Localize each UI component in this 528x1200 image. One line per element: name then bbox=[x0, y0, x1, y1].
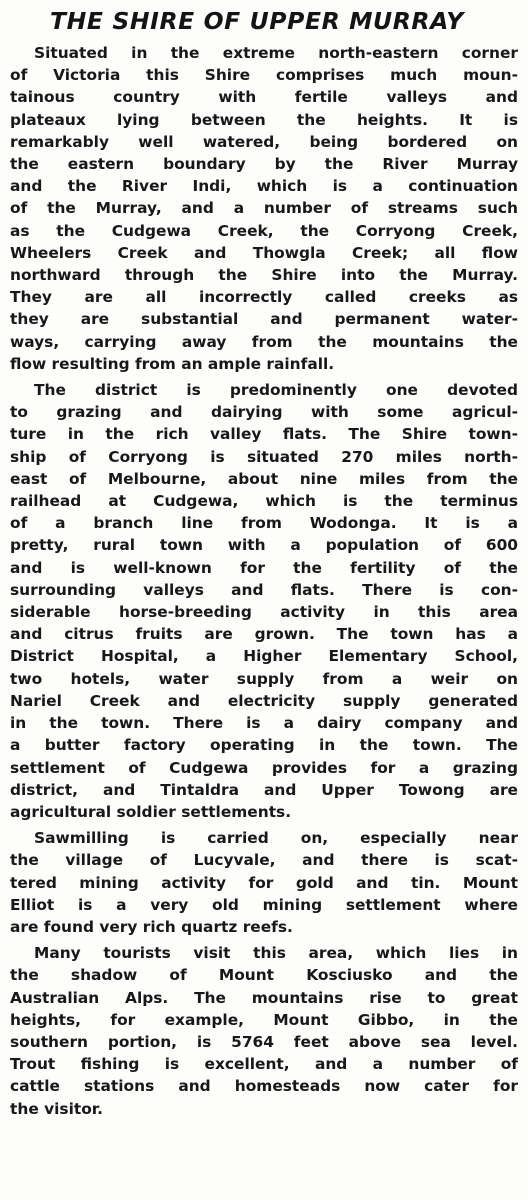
paragraph-line: northward through the Shire into the Murray. bbox=[10, 266, 518, 285]
paragraph-line: They are all incorrectly called creeks as bbox=[10, 288, 518, 307]
paragraph-line: Australian Alps. The mountains rise to great bbox=[10, 988, 518, 1007]
paragraph-line: of the Murray, and a number of streams such bbox=[10, 199, 518, 218]
paragraph-line: and citrus fruits are grown. The town has a bbox=[10, 625, 518, 644]
paragraph-line: and is well-known for the fertility of the bbox=[10, 558, 518, 577]
paragraph-line: plateaux lying between the heights. It is bbox=[10, 110, 518, 129]
paragraph-line: settlement of Cudgewa provides for a grazing bbox=[10, 758, 518, 777]
paragraph-line: ship of Corryong is situated 270 miles north- bbox=[10, 447, 518, 466]
paragraph-line: remarkably well watered, being bordered on bbox=[10, 132, 518, 151]
paragraph-line: in the town. There is a dairy company and bbox=[10, 714, 518, 733]
article-paragraph bbox=[10, 827, 518, 938]
paragraph-line: ways, carrying away from the mountains the bbox=[10, 332, 518, 351]
paragraph-line: the shadow of Mount Kosciusko and the bbox=[10, 966, 518, 985]
paragraph-line: as the Cudgewa Creek, the Corryong Creek, bbox=[10, 221, 518, 240]
paragraph-line: tainous country with fertile valleys and bbox=[10, 88, 518, 107]
paragraph-line: heights, for example, Mount Gibbo, in the bbox=[10, 1010, 518, 1029]
paragraph-line: ture in the rich valley flats. The Shire town- bbox=[10, 425, 518, 444]
paragraph-line: The district is predominently one devoted bbox=[34, 381, 518, 400]
paragraph-line: two hotels, water supply from a weir on bbox=[10, 669, 518, 688]
paragraph-line: Wheelers Creek and Thowgla Creek; all flow bbox=[10, 243, 518, 262]
paragraph-line: surrounding valleys and flats. There is con- bbox=[10, 580, 518, 599]
paragraph-line: district, and Tintaldra and Upper Towong are bbox=[10, 780, 518, 799]
article-paragraph bbox=[10, 379, 518, 823]
paragraph-line: tered mining activity for gold and tin. Mount bbox=[10, 873, 518, 892]
paragraph-line: the visitor. bbox=[10, 1099, 104, 1118]
paragraph-line: the village of Lucyvale, and there is scat- bbox=[10, 851, 518, 870]
paragraph-line: southern portion, is 5764 feet above sea level. bbox=[10, 1032, 518, 1051]
paragraph-line: pretty, rural town with a population of 600 bbox=[10, 536, 518, 555]
article-title: THE SHIRE OF UPPER MURRAY bbox=[50, 7, 464, 35]
paragraph-line: and the River Indi, which is a continuation bbox=[10, 177, 518, 196]
paragraph-line: a butter factory operating in the town. The bbox=[10, 736, 518, 755]
article-paragraph bbox=[10, 942, 518, 1120]
paragraph-line: to grazing and dairying with some agricul- bbox=[10, 403, 518, 422]
paragraph-line: cattle stations and homesteads now cater for bbox=[10, 1077, 518, 1096]
paragraph-line: District Hospital, a Higher Elementary School, bbox=[10, 647, 518, 666]
paragraph-line: Trout fishing is excellent, and a number of bbox=[10, 1055, 518, 1074]
paragraph-line: are found very rich quartz reefs. bbox=[10, 917, 293, 936]
article-body bbox=[10, 42, 518, 1120]
paragraph-line: Situated in the extreme north-eastern corner bbox=[34, 44, 518, 62]
paragraph-line: Many tourists visit this area, which lies in bbox=[34, 944, 518, 963]
paragraph-line: Elliot is a very old mining settlement where bbox=[10, 895, 518, 914]
paragraph-line: railhead at Cudgewa, which is the terminus bbox=[10, 492, 518, 511]
article-paragraph bbox=[10, 42, 518, 375]
paragraph-line: of Victoria this Shire comprises much moun- bbox=[10, 66, 518, 85]
paragraph-line: agricultural soldier settlements. bbox=[10, 802, 292, 821]
paragraph-line: Nariel Creek and electricity supply generated bbox=[10, 691, 518, 710]
paragraph-line: of a branch line from Wodonga. It is a bbox=[10, 514, 518, 533]
paragraph-line: flow resulting from an ample rainfall. bbox=[10, 354, 335, 373]
paragraph-line: siderable horse-breeding activity in this area bbox=[10, 603, 518, 622]
paragraph-line: they are substantial and permanent water- bbox=[10, 310, 518, 329]
paragraph-line: the eastern boundary by the River Murray bbox=[10, 155, 518, 174]
paragraph-line: Sawmilling is carried on, especially near bbox=[34, 829, 518, 848]
paragraph-line: east of Melbourne, about nine miles from the bbox=[10, 469, 518, 488]
